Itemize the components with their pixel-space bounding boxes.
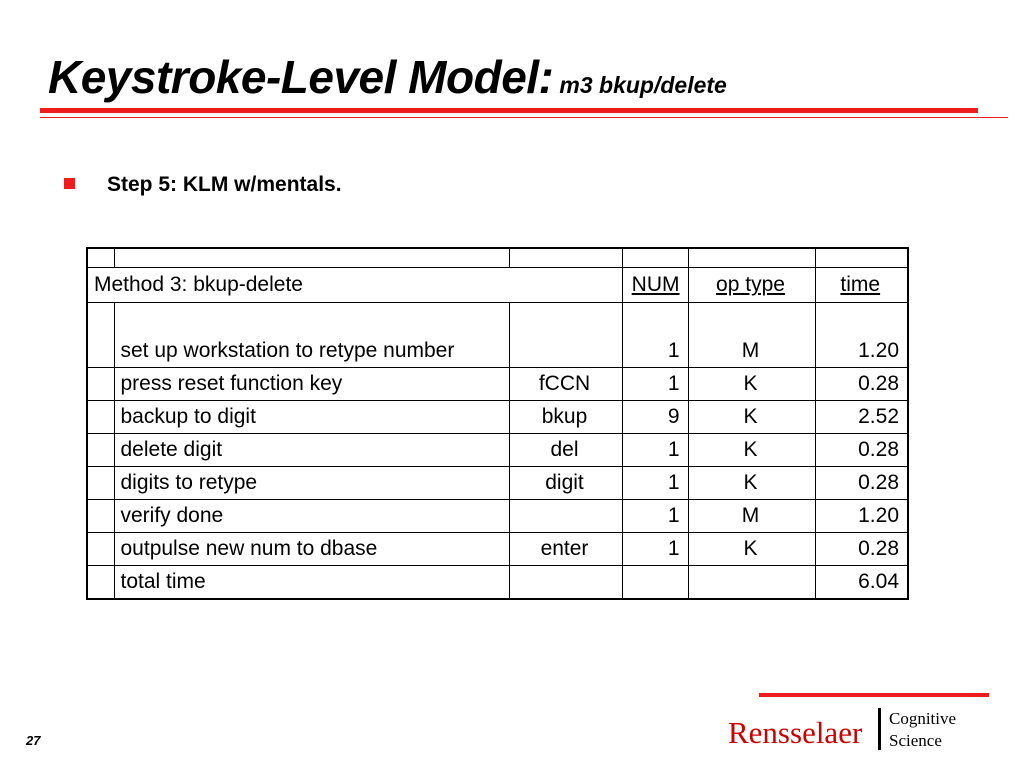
var-cell: del [509,434,622,467]
step-cell: total time [114,566,509,600]
num-cell: 1 [622,368,688,401]
header-op-type: op type [716,273,785,296]
step-cell: digits to retype [114,467,509,500]
table-row [87,434,908,467]
rensselaer-logo: Rensselaer [728,715,863,750]
var-cell: fCCN [509,368,622,401]
step-cell: press reset function key [114,368,509,401]
dept-line-1: Cognitive [889,709,957,728]
table-row [87,533,908,566]
table-row [87,303,908,368]
title-main: Keystroke-Level Model: [48,51,554,103]
table-header-row [87,268,908,303]
var-cell: bkup [509,401,622,434]
header-num: NUM [631,273,680,296]
method-label: Method 3: bkup-delete [87,268,509,303]
var-cell [509,500,622,533]
step-cell: set up workstation to retype number [114,303,509,368]
square-bullet-icon [64,178,75,189]
total-row [87,566,908,600]
table-row [87,368,908,401]
op-cell: M [688,303,815,368]
time-cell: 0.28 [815,368,908,401]
page-number: 27 [26,733,41,748]
num-cell: 1 [622,303,688,368]
step-cell: delete digit [114,434,509,467]
num-cell [622,566,688,600]
header-time: time [840,273,881,296]
step-cell: verify done [114,500,509,533]
klm-table [86,247,909,600]
op-cell: M [688,500,815,533]
op-cell: K [688,368,815,401]
step-cell: backup to digit [114,401,509,434]
department-label [889,708,956,752]
var-cell: digit [509,467,622,500]
total-time-cell: 6.04 [815,566,908,600]
op-cell: K [688,467,815,500]
num-cell: 9 [622,401,688,434]
var-cell: enter [509,533,622,566]
time-cell: 0.28 [815,434,908,467]
title-underline-thick [40,108,978,113]
time-cell: 2.52 [815,401,908,434]
bullet-text: Step 5: KLM w/mentals. [107,173,342,196]
time-cell: 0.28 [815,467,908,500]
table-spacer-row [87,248,908,268]
time-cell: 0.28 [815,533,908,566]
num-cell: 1 [622,500,688,533]
num-cell: 1 [622,434,688,467]
num-cell: 1 [622,467,688,500]
time-cell: 1.20 [815,303,908,368]
table-row [87,500,908,533]
var-cell [509,303,622,368]
title-subtitle: m3 bkup/delete [559,72,727,98]
num-cell: 1 [622,533,688,566]
op-cell [688,566,815,600]
slide-title [48,51,727,103]
op-cell: K [688,434,815,467]
step-cell: outpulse new num to dbase [114,533,509,566]
title-underline-thin [40,117,1008,118]
op-cell: K [688,533,815,566]
dept-line-2: Science [889,731,942,750]
time-cell: 1.20 [815,500,908,533]
table-row [87,467,908,500]
logo-divider [878,708,881,750]
footer-rule [759,693,989,697]
var-cell [509,566,622,600]
op-cell: K [688,401,815,434]
table-row [87,401,908,434]
